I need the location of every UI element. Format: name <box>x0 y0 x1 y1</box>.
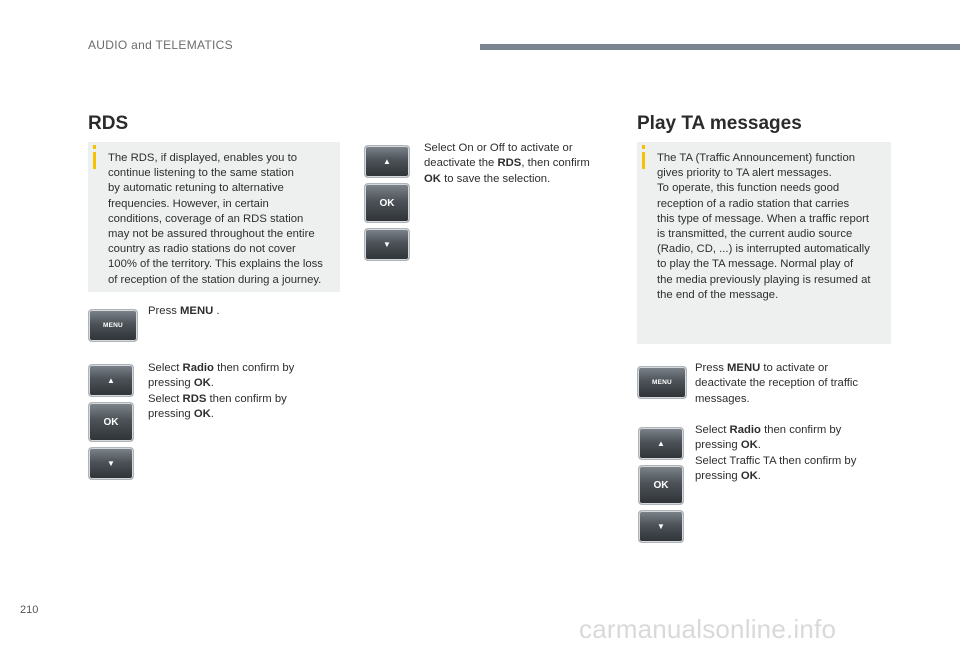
ok-button[interactable]: OK <box>364 183 410 223</box>
ok-button[interactable]: OK <box>88 402 134 442</box>
rds-info-text: The RDS, if displayed, enables you to continue listening to the same station by automatic retuning to alternative frequencies. However, in certain conditions, coverage of an RDS station may not be assured throughout the entire country as radio stations do not cover 100% of the territory. This explains the loss of reception of the station during a journey. <box>108 152 323 286</box>
info-icon-bar <box>93 152 96 169</box>
up-arrow-button[interactable]: ▲ <box>88 364 134 397</box>
info-icon <box>93 145 96 149</box>
rds-step3-text: Select On or Off to activate or deactivate the RDS, then confirm OK to save the selection. <box>424 142 590 185</box>
ta-title: Play TA messages <box>637 113 802 134</box>
header-bar <box>480 44 960 50</box>
running-header: AUDIO and TELEMATICS <box>88 38 233 52</box>
down-arrow-button[interactable]: ▼ <box>88 447 134 480</box>
down-arrow-button[interactable]: ▼ <box>364 228 410 261</box>
up-arrow-button[interactable]: ▲ <box>364 145 410 178</box>
ta-step2-text: Select Radio then confirm by pressing OK. Select Traffic TA then confirm by pressing OK. <box>695 424 857 483</box>
page-number: 210 <box>20 604 39 616</box>
ta-info-box <box>637 142 891 344</box>
menu-button[interactable]: MENU <box>88 309 138 342</box>
menu-button[interactable]: MENU <box>637 366 687 399</box>
down-arrow-button[interactable]: ▼ <box>638 510 684 543</box>
ta-step1-text: Press MENU to activate or deactivate the reception of traffic messages. <box>695 362 859 405</box>
info-icon <box>642 145 645 149</box>
rds-title: RDS <box>88 113 129 134</box>
watermark: carmanualsonline.info <box>579 614 837 644</box>
rds-step1-text: Press MENU . <box>148 305 220 317</box>
up-arrow-button[interactable]: ▲ <box>638 427 684 460</box>
ok-button[interactable]: OK <box>638 465 684 505</box>
rds-step2-text: Select Radio then confirm by pressing OK. Select RDS then confirm by pressing OK. <box>148 362 295 421</box>
info-icon-bar <box>642 152 645 169</box>
rds-info-box <box>88 142 340 292</box>
ta-info-text: The TA (Traffic Announcement) function gives priority to TA alert messages. To operate, this function needs good reception of a radio station that carries this type of message. When a traffic report is transmitted, the current audio source (Radio, CD, ...) is interrupted automatically to play the TA message. Normal play of the media previously playing is resumed at the end of the message. <box>657 152 871 301</box>
